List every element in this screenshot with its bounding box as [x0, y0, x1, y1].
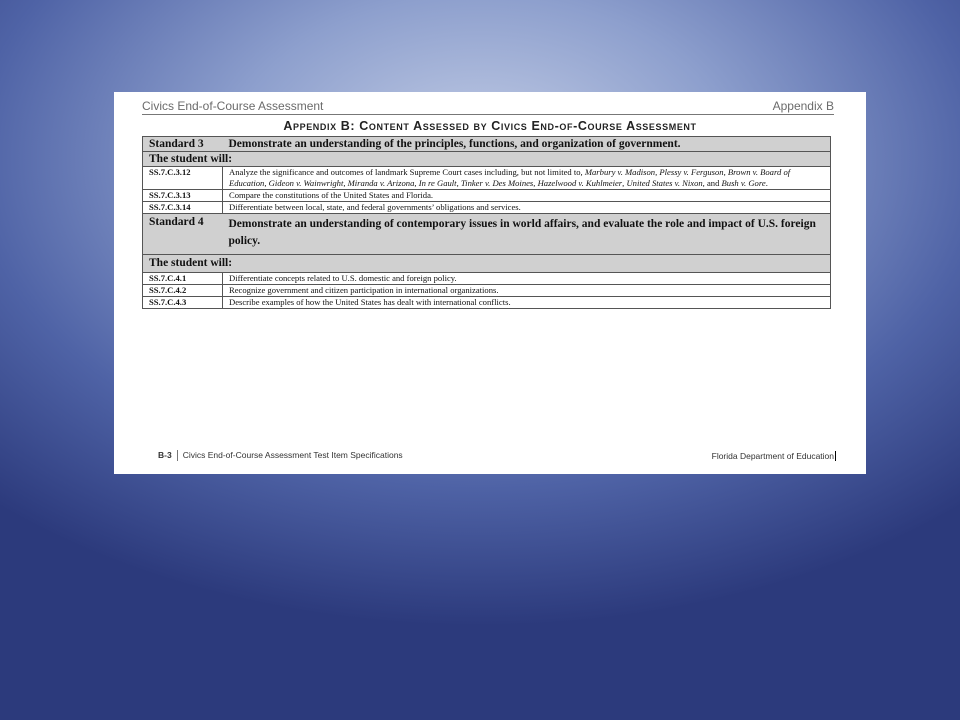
benchmark-code: SS.7.C.4.3 — [143, 297, 223, 309]
benchmark-text: Differentiate between local, state, and federal governments’ obligations and services. — [223, 202, 831, 214]
student-will-row — [143, 255, 831, 273]
benchmark-code: SS.7.C.4.2 — [143, 285, 223, 297]
court-case-name: Plessy v. Ferguson — [659, 167, 724, 177]
appendix-title-text: Appendix B: Content Assessed by Civics End-of-Course Assessment — [283, 119, 697, 133]
page-header — [142, 97, 834, 115]
footer-right: Florida Department of Education — [711, 450, 834, 461]
student-will-label: The student will: — [143, 152, 831, 167]
standard-code: Standard 4 — [143, 214, 223, 255]
page-footer — [158, 450, 836, 461]
header-left: Civics End-of-Course Assessment — [142, 99, 324, 113]
standard-description: Demonstrate an understanding of the principles, functions, and organization of government. — [223, 137, 831, 152]
student-will-row — [143, 152, 831, 167]
standard-row — [143, 137, 831, 152]
court-case-name: Brown v. Board of Education — [229, 167, 791, 188]
benchmark-code: SS.7.C.4.1 — [143, 273, 223, 285]
content-table — [142, 136, 831, 309]
footer-left: Civics End-of-Course Assessment Test Item Specifications — [182, 450, 403, 460]
appendix-title — [114, 119, 866, 133]
court-case-name: Marbury v. Madison — [584, 167, 656, 177]
page-number: B-3 — [158, 450, 172, 460]
court-case-name: Hazelwood v. Kuhlmeier — [537, 178, 623, 188]
court-case-name: Miranda v. Arizona — [347, 178, 415, 188]
footer-divider — [177, 450, 178, 461]
student-will-label: The student will: — [143, 255, 831, 273]
benchmark-code: SS.7.C.3.13 — [143, 190, 223, 202]
benchmark-text: Recognize government and citizen participation in international organizations. — [223, 285, 831, 297]
court-case-name: In re Gault — [418, 178, 457, 188]
standard-code: Standard 3 — [143, 137, 223, 152]
benchmark-text: Differentiate concepts related to U.S. domestic and foreign policy. — [223, 273, 831, 285]
document-page — [114, 92, 866, 474]
court-case-name: Tinker v. Des Moines — [460, 178, 534, 188]
benchmark-row — [143, 297, 831, 309]
header-right: Appendix B — [772, 99, 834, 113]
benchmark-text: Analyze the significance and outcomes of landmark Supreme Court cases including, but not limited to, Marbury v. Madison, Plessy v. Ferguson, Brown v. Board of Education, Gideon v. Wainwright, Miranda v. Arizona, In re Gault, Tinker v. Des Moines, Hazelwood v. Kuhlmeier, United States v. Nixon, and Bush v. Gore. — [223, 167, 831, 190]
benchmark-row — [143, 285, 831, 297]
benchmark-text: Compare the constitutions of the United States and Florida. — [223, 190, 831, 202]
court-case-name: United States v. Nixon — [626, 178, 703, 188]
benchmark-row — [143, 273, 831, 285]
benchmark-text: Describe examples of how the United States has dealt with international conflicts. — [223, 297, 831, 309]
court-case-name: Gideon v. Wainwright — [268, 178, 344, 188]
court-case-name: Bush v. Gore — [721, 178, 766, 188]
benchmark-row — [143, 190, 831, 202]
benchmark-code: SS.7.C.3.14 — [143, 202, 223, 214]
standard-description: Demonstrate an understanding of contemporary issues in world affairs, and evaluate the role and impact of U.S. foreign policy. — [223, 214, 831, 255]
benchmark-row — [143, 167, 831, 190]
standard-row — [143, 214, 831, 255]
footer-left-group — [158, 450, 403, 461]
benchmark-code: SS.7.C.3.12 — [143, 167, 223, 190]
benchmark-row — [143, 202, 831, 214]
